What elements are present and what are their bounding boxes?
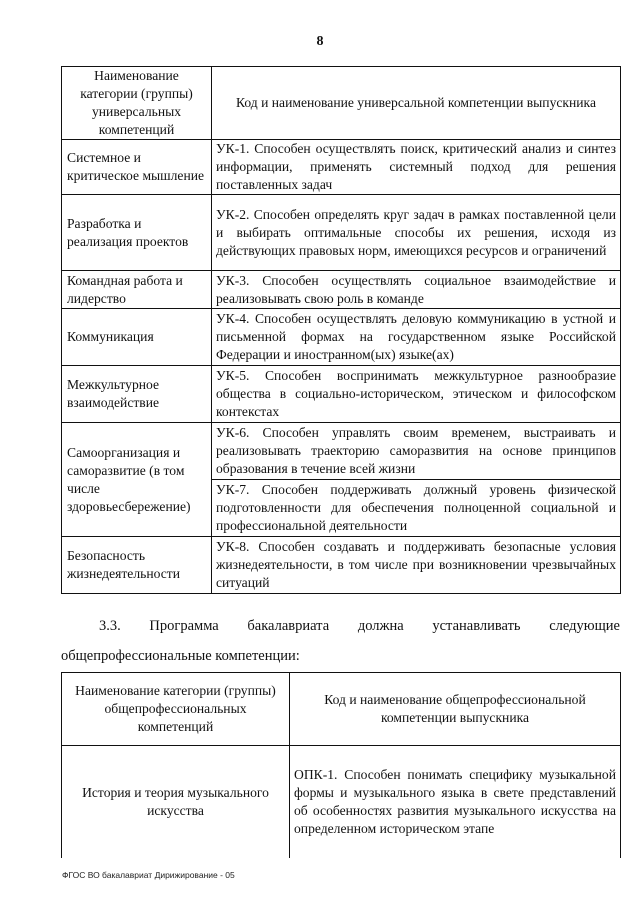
general-professional-competences-table bbox=[61, 672, 621, 858]
section-number: 3.3. bbox=[99, 618, 121, 634]
table-row bbox=[62, 366, 621, 423]
competence-cell: УК-7. Способен поддерживать должный уровень физической подготовленности для обеспечения полноценной социальной и профессиональной деятельности bbox=[212, 480, 621, 537]
page-footer: ФГОС ВО бакалавриат Дирижирование - 05 bbox=[62, 870, 235, 880]
category-cell: Межкультурное взаимодействие bbox=[62, 366, 212, 423]
table-row bbox=[62, 309, 621, 366]
table-header-row bbox=[62, 673, 621, 746]
competence-cell: УК-4. Способен осуществлять деловую коммуникацию в устной и письменной формах на государственном языке Российской Федерации и иностранном(ых) языке(ах) bbox=[212, 309, 621, 366]
table-header-row bbox=[62, 67, 621, 140]
category-cell: Самоорганизация и саморазвитие (в том числе здоровьесбережение) bbox=[62, 423, 212, 537]
table-row bbox=[62, 140, 621, 195]
table-row bbox=[62, 746, 621, 858]
competence-cell: УК-8. Способен создавать и поддерживать безопасные условия жизнедеятельности, в том числе при возникновении чрезвычайных ситуаций bbox=[212, 537, 621, 594]
section-continuation: общепрофессиональные компетенции: bbox=[61, 648, 300, 664]
competence-cell: УК-5. Способен воспринимать межкультурное разнообразие общества в социально-историческом, этическом и философском контекстах bbox=[212, 366, 621, 423]
section-word: следующие bbox=[549, 618, 620, 634]
category-cell: Разработка и реализация проектов bbox=[62, 195, 212, 271]
section-word: Программа bbox=[149, 618, 219, 634]
competence-cell: УК-3. Способен осуществлять социальное взаимодействие и реализовывать свою роль в команде bbox=[212, 271, 621, 309]
section-word: должна bbox=[357, 618, 404, 634]
table-row bbox=[62, 537, 621, 594]
competence-cell: ОПК-1. Способен понимать специфику музыкальной формы и музыкального языка в свете представлений об особенностях развития музыкального искусства на определенном историческом этапе bbox=[290, 746, 621, 858]
table-row bbox=[62, 423, 621, 480]
competence-cell: УК-1. Способен осуществлять поиск, критический анализ и синтез информации, применять системный подход для решения поставленных задач bbox=[212, 140, 621, 195]
category-header: Наименование категории (группы) универсальных компетенций bbox=[62, 67, 212, 140]
universal-competences-table bbox=[61, 66, 621, 594]
page-number: 8 bbox=[316, 34, 324, 49]
category-cell: Безопасность жизнедеятельности bbox=[62, 537, 212, 594]
category-cell: История и теория музыкального искусства bbox=[62, 746, 290, 858]
section-intro-line bbox=[61, 618, 620, 644]
section-word: бакалавриата bbox=[247, 618, 330, 634]
competence-cell: УК-6. Способен управлять своим временем, выстраивать и реализовывать траекторию саморазвития на основе принципов образования в течение всей жизни bbox=[212, 423, 621, 480]
competence-header: Код и наименование общепрофессиональной компетенции выпускника bbox=[290, 673, 621, 746]
section-intro bbox=[61, 618, 620, 665]
section-word: устанавливать bbox=[432, 618, 521, 634]
category-cell: Коммуникация bbox=[62, 309, 212, 366]
category-cell: Системное и критическое мышление bbox=[62, 140, 212, 195]
table-row bbox=[62, 195, 621, 271]
table-row bbox=[62, 271, 621, 309]
category-header: Наименование категории (группы) общепрофессиональных компетенций bbox=[62, 673, 290, 746]
competence-cell: УК-2. Способен определять круг задач в рамках поставленной цели и выбирать оптимальные способы их решения, исходя из действующих правовых норм, имеющихся ресурсов и ограничений bbox=[212, 195, 621, 271]
competence-header: Код и наименование универсальной компетенции выпускника bbox=[212, 67, 621, 140]
category-cell: Командная работа и лидерство bbox=[62, 271, 212, 309]
